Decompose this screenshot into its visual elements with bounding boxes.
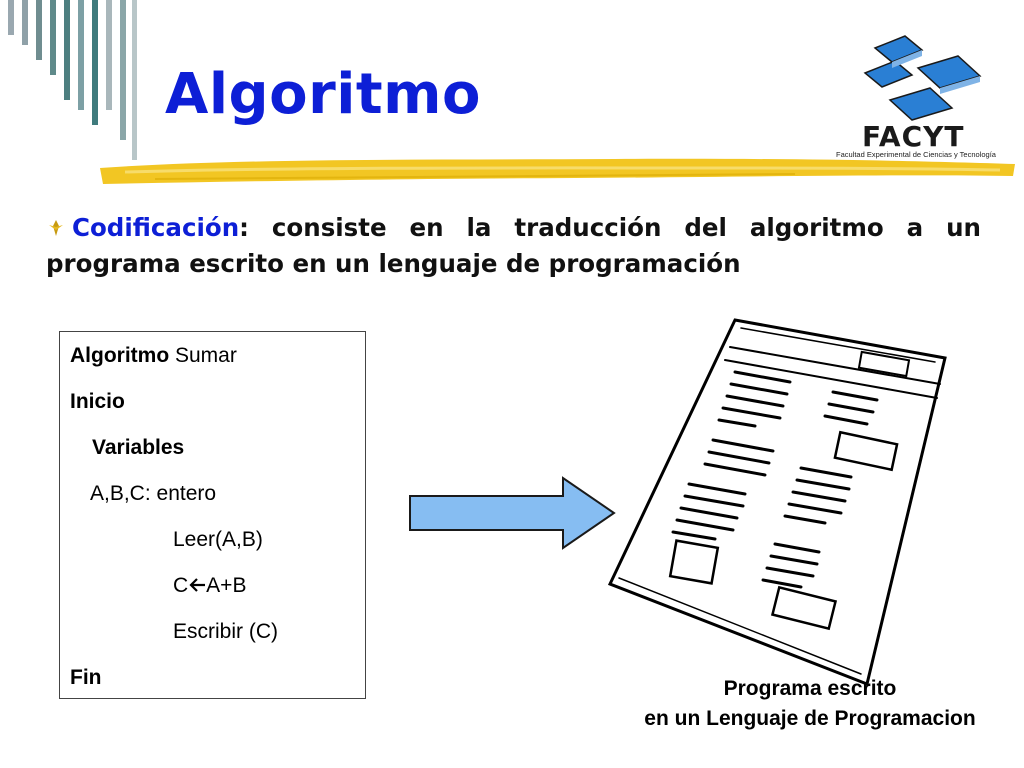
bullet-icon [46, 218, 66, 238]
code-keyword-algoritmo: Algoritmo [70, 344, 170, 367]
code-fin: Fin [70, 666, 102, 689]
assign-arrow-icon [188, 577, 206, 593]
code-algorithm-name: Sumar [169, 344, 237, 367]
code-line-4: A,B,C: entero [90, 482, 217, 505]
logo-subtitle: Facultad Experimental de Ciencias y Tecnología [836, 150, 996, 159]
code-variables: Variables [92, 436, 185, 459]
bullet-paragraph [46, 210, 981, 282]
keyword-codificacion: Codificación [72, 213, 240, 242]
code-expression: A+B [206, 574, 247, 597]
slide-title: Algoritmo [165, 62, 481, 127]
code-var-c: C [173, 574, 189, 597]
caption-line-1: Programa escrito [723, 677, 897, 700]
code-line-5: Leer(A,B) [173, 528, 263, 551]
caption-line-2: en un Lenguaje de Programacion [644, 707, 976, 730]
right-arrow-icon [408, 476, 618, 550]
code-line-6 [173, 574, 246, 598]
code-line-3 [92, 436, 184, 460]
document-caption [560, 674, 1024, 734]
algorithm-box [59, 331, 366, 699]
code-inicio: Inicio [70, 390, 125, 413]
code-line-7: Escribir (C) [173, 620, 278, 643]
code-line-2 [70, 390, 125, 414]
program-document-icon [605, 312, 955, 692]
code-line-8 [70, 666, 102, 690]
code-line-1 [70, 344, 237, 368]
bullet-text: : consiste en la traducción del algoritmo a un programa escrito en un lenguaje de programación [46, 213, 981, 278]
logo-name: FACYT [862, 120, 965, 153]
